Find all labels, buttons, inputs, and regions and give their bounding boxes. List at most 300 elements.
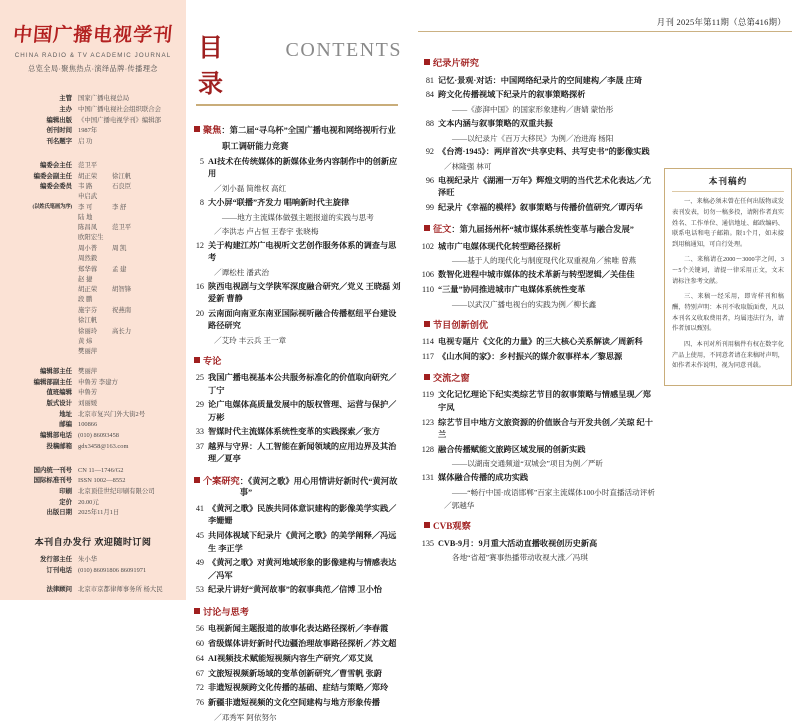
toc-entry[interactable] [188,697,402,709]
board-name: 黄 炜 [78,337,93,345]
toc-entry[interactable] [418,75,656,87]
board-label [10,285,78,306]
entry-page: 76 [195,698,204,708]
entry-title: 文本内涵与叙事策略的双重共振 [438,118,553,128]
publishing-label: 国际标准刊号 [33,477,72,485]
entry-page: 99 [425,202,434,212]
board-names [78,171,176,182]
office-label: 编辑部主任 [40,367,72,375]
board-label [10,306,78,327]
entry-page: 12 [195,240,204,250]
legal-label: 法律顾问 [46,586,72,594]
board-name: 胡智锋 [112,286,132,294]
contents-header [188,28,402,100]
meta-row [10,105,176,116]
section-case-study [188,475,402,597]
board-name: 周 凯 [112,245,127,253]
section-documentary-research [418,57,656,214]
entry-page: 60 [195,638,204,648]
section-marker-icon [194,608,200,614]
toc-entry[interactable] [418,444,656,456]
legal-table [10,585,176,596]
contents-column-right [408,0,800,600]
toc-entry[interactable] [188,584,402,596]
board-name: 欧阳宏生 [78,234,104,242]
entry-title: 智媒时代主流媒体系统性变革的实践探索／张方 [208,427,380,437]
board-label [10,223,78,244]
publishing-row [10,508,176,519]
distribution-row [10,565,176,576]
section-monograph [188,355,402,466]
section-title [424,57,656,69]
entry-subtitle: ——“畅行中国·成语邯郸”百家主流媒体100小时直播活动评析 [452,487,655,497]
board-name: 韦 路 [78,183,93,191]
entry-title: 媒体融合传播的成功实践 [438,472,529,482]
toc-entry[interactable] [418,118,656,130]
entry-title: 《山水间的家》：乡村振兴的媒介叙事样本／黎思源 [438,351,623,361]
submission-guidelines-box [664,168,792,386]
board-name: 孟 建 [112,265,127,273]
entry-page: 45 [195,531,204,541]
entry-subtitle: ——以湖南交通频道“双城会”项目为例／严昕 [452,459,604,469]
meta-value: 中国广播电视社会组织联合会 [78,105,162,113]
distribution-value: 朱小华 [78,556,98,564]
toc-entry[interactable] [188,638,402,650]
publishing-label: 印刷 [59,487,72,495]
entry-page: 106 [421,269,434,279]
section-name: 纪录片研究 [433,58,479,69]
entry-authors: ／谭松柱 潘武治 [214,267,270,277]
entry-title: 数智化进程中城市媒体的技术革新与转型逻辑／关佳佳 [438,269,635,279]
section-marker-icon [194,477,200,483]
section-name: CVB观察 [433,521,471,532]
contents-title-english: CONTENTS [285,39,402,61]
entry-subtitle: ——《澎湃中国》的国家形象建构／唐婧 蒙怡彤 [452,105,614,115]
entry-page: 114 [422,336,434,346]
spacer [10,147,176,160]
section-marker-icon [424,225,430,231]
entry-title: “三量”协同推进城市广电媒体系统性变革 [438,284,586,294]
toc-entry[interactable] [188,623,402,635]
entry-page: 56 [195,624,204,634]
entry-authors: ／邓秀军 阿依努尔 [214,712,277,722]
toc-entry[interactable] [418,284,656,296]
entry-subtitle: ——以纪录片《百万大移民》为例／冶进海 杨阳 [452,133,614,143]
entry-page: 53 [195,585,204,595]
board-name: 陈昌凤 [78,224,98,232]
board-names [78,244,176,265]
entry-title: 文旅短视频新场域的变革创新研究／曹雪帆 张蔚 [208,668,382,678]
section-program-innovation [418,319,656,364]
journal-tagline: 总览全局·聚焦热点·演绎品牌·传播理念 [28,63,158,73]
entry-authors: ／艾玲 丰云兵 王一章 [214,335,287,345]
board-row [10,160,176,171]
toc-entry[interactable] [418,175,656,200]
entry-page: 81 [425,75,434,85]
board-row [10,244,176,265]
office-row [10,399,176,410]
section-title [424,319,656,331]
meta-label: 刊名题字 [46,138,72,146]
journal-logo-english: CHINA RADIO & TV ACADEMIC JOURNAL [14,51,172,59]
entry-title: 记忆·景观·对话：中国网络纪录片的空间建构／李晟 庄琦 [438,75,643,85]
publishing-value: 20.00元 [78,498,99,506]
header-divider [196,104,398,106]
contents-column-left [186,0,408,722]
meta-label: 创刊时间 [46,127,72,135]
subscription-heading: 本刊自办发行 欢迎随时订阅 [34,536,152,547]
office-value: 100866 [78,421,98,429]
section-marker-icon [424,374,430,380]
toc-entry[interactable] [188,441,402,466]
meta-value: 启 功 [78,138,93,146]
office-value: (010) 86093458 [78,432,120,440]
board-name: 李 舒 [112,203,127,211]
section-description: ：第九届扬州杯“城市媒体系统性变革与融合发展” [451,225,634,235]
entry-page: 128 [421,444,434,454]
board-names [78,306,176,327]
entry-page: 20 [195,308,204,318]
section-name: 交流之窗 [433,373,470,384]
entry-page: 123 [421,417,434,427]
office-label: 投稿邮箱 [46,442,72,450]
legal-value: 北京市京都律师事务所 杨大民 [78,586,163,594]
office-value: 申鲁芳 [78,389,98,397]
distribution-label: 发行部主任 [40,556,72,564]
section-title [424,372,656,384]
office-value: 刘丽媛 [78,400,98,408]
office-label: 版式设计 [46,400,72,408]
office-row [10,409,176,420]
board-name: 周小普 [78,245,98,253]
guideline-paragraph: 一、来稿必须未曾在任何出版物或发表刊发表，切勿一稿多投，请附作者真实姓名、工作单位、通信地址、邮政编码、联系电话和电子邮箱。限1个月，如未接到用稿通知，可自行处理。 [672,198,784,248]
entry-page: 119 [422,390,434,400]
section-marker-icon [424,522,430,528]
entry-title: CVB-9月：9月重大活动直播收视创历史新高 [438,538,598,548]
publishing-row [10,465,176,476]
section-exchange-window [418,372,656,511]
entry-page: 135 [421,538,434,548]
entry-title: 文化记忆理论下纪实类综艺节目的叙事策略与情感呈现／郑宇凤 [438,390,651,412]
section-name: 征文 [433,224,452,235]
toc-entry[interactable] [418,417,656,442]
board-names [78,264,176,285]
issue-info: 月刊 2025年第11期（总第416期） [656,18,786,27]
entry-title: 电视纪录片《湖湘一万年》辉煌文明的当代艺术化表达／尤泽旺 [438,175,651,198]
section-marker-icon [424,59,430,65]
entry-title: 《黄河之歌》对黄河地域形象的影像建构与情感表达／冯军 [208,558,397,580]
section-discussion [188,606,402,723]
board-row [10,182,176,203]
toc-entry[interactable] [188,372,402,397]
colophon-panel [0,0,186,600]
section-name: 讨论与思考 [203,606,249,617]
board-name: 范卫平 [112,224,132,232]
board-name: 范卫平 [78,161,98,169]
entry-page: 72 [195,683,204,693]
section-marker-icon [194,357,200,363]
office-label: 编辑部副主任 [33,378,72,386]
entry-page: 33 [195,427,204,437]
right-toc-list [418,48,656,572]
editorial-office-body [10,367,176,453]
office-row [10,431,176,442]
toc-entry[interactable] [188,281,402,306]
legal-body [10,585,176,596]
toc-entry[interactable] [188,240,402,265]
toc-entry[interactable] [188,308,402,333]
board-name: 郑华蓉 [78,265,98,273]
legal-row [10,585,176,596]
entry-authors: ／李洪志 卢占恒 王春宇 张晓梅 [214,226,319,236]
meta-row [10,94,176,105]
board-row [10,306,176,327]
entry-title: 新疆非遗短视频的文化空间建构与地方形象传播 [208,698,380,708]
section-title [194,124,402,136]
toc-entry[interactable] [188,197,402,209]
entry-authors: ／郭越华 [444,501,475,511]
entry-title: 共同体视域下纪录片《黄河之歌》的美学阐释／冯远生 李正学 [208,531,397,553]
board-name: 胡正荣 [78,172,98,180]
toc-entry[interactable] [418,269,656,281]
board-names [78,326,176,347]
editorial-office-table [10,367,176,453]
office-value: 北京市复兴门外大街2号 [78,410,146,418]
spacer [10,452,176,465]
distribution-label: 订刊电话 [46,566,72,574]
section-title [194,475,402,498]
board-name: 赵 捷 [78,275,93,283]
office-row [10,441,176,452]
office-label: 值班编辑 [46,389,72,397]
board-names [78,202,176,223]
toc-entry[interactable] [418,241,656,253]
distribution-table [10,555,176,576]
entry-title: AI技术在传统媒体的新媒体业务内容制作中的创新应用 [208,157,398,179]
right-body [418,48,792,572]
toc-entry[interactable] [188,653,402,665]
board-row [10,223,176,244]
office-label: 编辑部电话 [40,432,72,440]
board-name: 施宇芬 [78,306,98,314]
section-name: 个案研究 [203,475,240,486]
board-name: 申启武 [78,193,98,201]
board-name: 徐江帆 [78,316,98,324]
entry-title: AI视频技术赋能短视频内容生产研究／邓艾岚 [208,653,373,663]
guideline-paragraph: 二、来稿请在2000～3000字之间，3～5个关键词，请提一律采用正文，文末请标注参考文献。 [672,256,784,285]
spacer [10,576,176,585]
publishing-value: CN 11—1746/G2 [78,466,124,474]
publishing-row [10,497,176,508]
board-row [10,285,176,306]
section-title [194,355,402,367]
section-title [424,223,656,235]
entry-title: 纪录片《幸福的模样》叙事策略与传播价值研究／谭丙华 [438,202,643,212]
entry-title: 电视新闻主题报道的故事化表达路径探析／李春霞 [208,624,389,634]
entry-title: 跨文化传播视域下纪录片的叙事策略探析 [438,90,586,100]
toc-entry[interactable] [418,389,656,414]
entry-subtitle: ——基于人的现代化与制度现代化双重视角／熊唯 曾燕 [452,256,637,266]
publishing-row [10,487,176,498]
guideline-paragraph: 三、来稿一经采用，即寄样刊和稿酬，特别声明：本刊不收取版面费，凡以本刊名义收取费用者，均属违法行为，请作者加以甄别。 [672,293,784,333]
entry-page: 102 [421,241,434,251]
toc-entry[interactable] [418,202,656,214]
spacer [10,358,176,367]
entry-page: 92 [425,147,434,156]
publishing-value: 2025年11月1日 [78,509,120,517]
board-name: 祝燕南 [112,306,132,314]
toc-entry[interactable] [188,156,402,181]
section-title [424,520,656,532]
distribution-row [10,555,176,566]
entry-page: 5 [199,157,204,167]
entry-page: 49 [195,558,204,568]
toc-entry[interactable] [188,682,402,694]
board-label [10,264,78,285]
toc-entry[interactable] [188,503,402,528]
meta-value: 《中国广播电视学刊》编辑部 [78,116,162,124]
board-label: 编委会主任 [40,161,72,169]
board-name: 段 鹏 [78,296,93,304]
board-row [10,202,176,223]
board-row [10,264,176,285]
board-label: 编委会副主任 [33,172,72,180]
entry-title: 纪录片讲好“黄河故事”的叙事典范／信博 卫小怡 [208,585,382,595]
meta-label: 主管 [59,95,72,103]
entry-title: 越界与守界：人工智能在新闻领域的应用边界及其治理／夏亭 [208,442,397,464]
toc-entry[interactable] [188,557,402,582]
entry-page: 8 [199,198,204,208]
masthead-meta-table [10,94,176,148]
entry-page: 16 [195,281,204,291]
entry-title: 城市广电媒体现代化转型路径探析 [438,241,561,251]
entry-title: 综艺节目中地方文旅资源的价值嵌合与开发共创／关琼 纪十兰 [438,417,653,439]
entry-title: 陕西电视剧与文学陕军深度融合研究／党义 王晓磊 刘爱新 曹静 [208,281,401,303]
section-name: 聚焦 [203,124,222,135]
section-cvb-observation [418,520,656,563]
board-names [78,160,176,171]
sidebar-area [664,48,792,572]
board-names [78,347,176,358]
publishing-info-body [10,465,176,519]
meta-value: 1987年 [78,127,98,135]
toc-entry[interactable] [188,399,402,424]
toc-entry[interactable] [418,538,656,550]
board-label [10,244,78,265]
publishing-value: ISSN 1002—8552 [78,477,126,485]
entry-page: 41 [195,504,204,514]
toc-entry[interactable] [418,472,656,484]
board-row [10,326,176,347]
board-row [10,347,176,358]
meta-label: 编辑出版 [46,116,72,124]
distribution-value: (010) 86091806 86091971 [78,566,147,574]
board-name: 徐丽玲 [78,327,98,335]
entry-title: 融合传播赋能文旅跨区域发展的创新实践 [438,444,586,454]
board-names [78,285,176,306]
board-name: 陆 地 [78,213,93,221]
entry-page: 117 [422,351,434,361]
entry-page: 110 [422,284,434,294]
board-names [78,223,176,244]
toc-entry[interactable] [188,426,402,438]
toc-entry[interactable] [418,89,656,101]
board-label: (以姓氏笔画为序) [32,203,72,210]
guideline-paragraph: 四、本刊对所刊用稿件有权在数字化产品上使用，不同意者请在来稿时声明，如作者未作说明，视为同意刊载。 [672,341,784,370]
meta-row [10,126,176,137]
toc-entry[interactable] [418,336,656,348]
section-name: 节目创新创优 [433,319,489,330]
entry-subtitle: ——以武汉广播电视台的实践为例／柳长鑫 [452,299,597,309]
entry-title: 大小屏“联播”齐发力 唱响新时代主旋律 [208,198,350,208]
entry-title: 电视专题片《文化的力量》的三大核心关系解读／周新科 [438,336,643,346]
publishing-info-table [10,465,176,519]
masthead-meta-body [10,94,176,148]
office-value: gdx3458@163.com [78,442,129,450]
toc-entry[interactable] [188,530,402,555]
board-name: 徐江帆 [112,172,132,180]
entry-page: 67 [195,668,204,678]
section-focus [188,124,402,346]
section-call-for-papers [418,223,656,309]
board-name: 樊丽萍 [78,348,98,356]
entry-title: 云南面向南亚东南亚国际视听融合传播枢纽平台建设路径研究 [208,308,397,330]
journal-logo-chinese: 中国广播电视学刊 [12,25,175,46]
editorial-board-body [10,160,176,357]
entry-title: 《黄河之歌》民族共同体意识建构的影像美学实践／李姗姗 [208,504,397,526]
section-marker-icon [194,126,200,132]
entry-page: 84 [425,90,434,100]
board-label [10,347,78,358]
section-description: ：《黄河之歌》用心用情讲好新时代“黄河故事” [239,476,398,497]
entry-page: 131 [421,472,434,482]
entry-title: 非遗短视频跨文化传播的基础、症结与策略／郑玲 [208,683,389,693]
toc-entry[interactable] [418,146,656,158]
publishing-label: 定价 [59,498,72,506]
entry-subtitle: 各地“省超”赛事热播带动收视大涨／冯琪 [452,553,588,563]
office-label: 邮编 [59,421,72,429]
entry-title: 关于构建江苏广电视听文艺创作服务体系的调查与思考 [208,240,397,262]
section-description: ：第二届“寻乌杯”全国广播电视和网络视听行业 [221,125,396,135]
office-row [10,367,176,378]
board-label [10,326,78,347]
meta-value: 国家广播电视总局 [78,95,130,103]
entry-page: 29 [195,400,204,410]
publishing-label: 国内统一刊号 [33,466,72,474]
office-row [10,388,176,399]
section-marker-icon [424,321,430,327]
board-names [78,182,176,203]
publishing-row [10,476,176,487]
section-description-line2: 职工调研能力竞赛 [222,141,289,151]
toc-entry[interactable] [188,668,402,680]
publishing-label: 出版日期 [46,509,72,517]
publishing-value: 北京顶佳世纪印刷有限公司 [78,487,155,495]
section-title [194,606,402,618]
submission-guidelines-title: 本刊稿约 [672,175,784,192]
board-name: 周然毅 [78,255,98,262]
contents-title-chinese: 目 录 [198,35,231,98]
office-row [10,420,176,431]
meta-label: 主办 [59,105,72,113]
board-name: 石良臣 [112,183,132,191]
toc-entry[interactable] [418,351,656,363]
entry-authors: ／刘小磊 简维权 高红 [214,184,287,194]
meta-row [10,115,176,126]
office-value: 樊丽萍 [78,367,98,375]
meta-row [10,137,176,148]
entry-authors: ／林隆强 林可 [444,161,492,171]
